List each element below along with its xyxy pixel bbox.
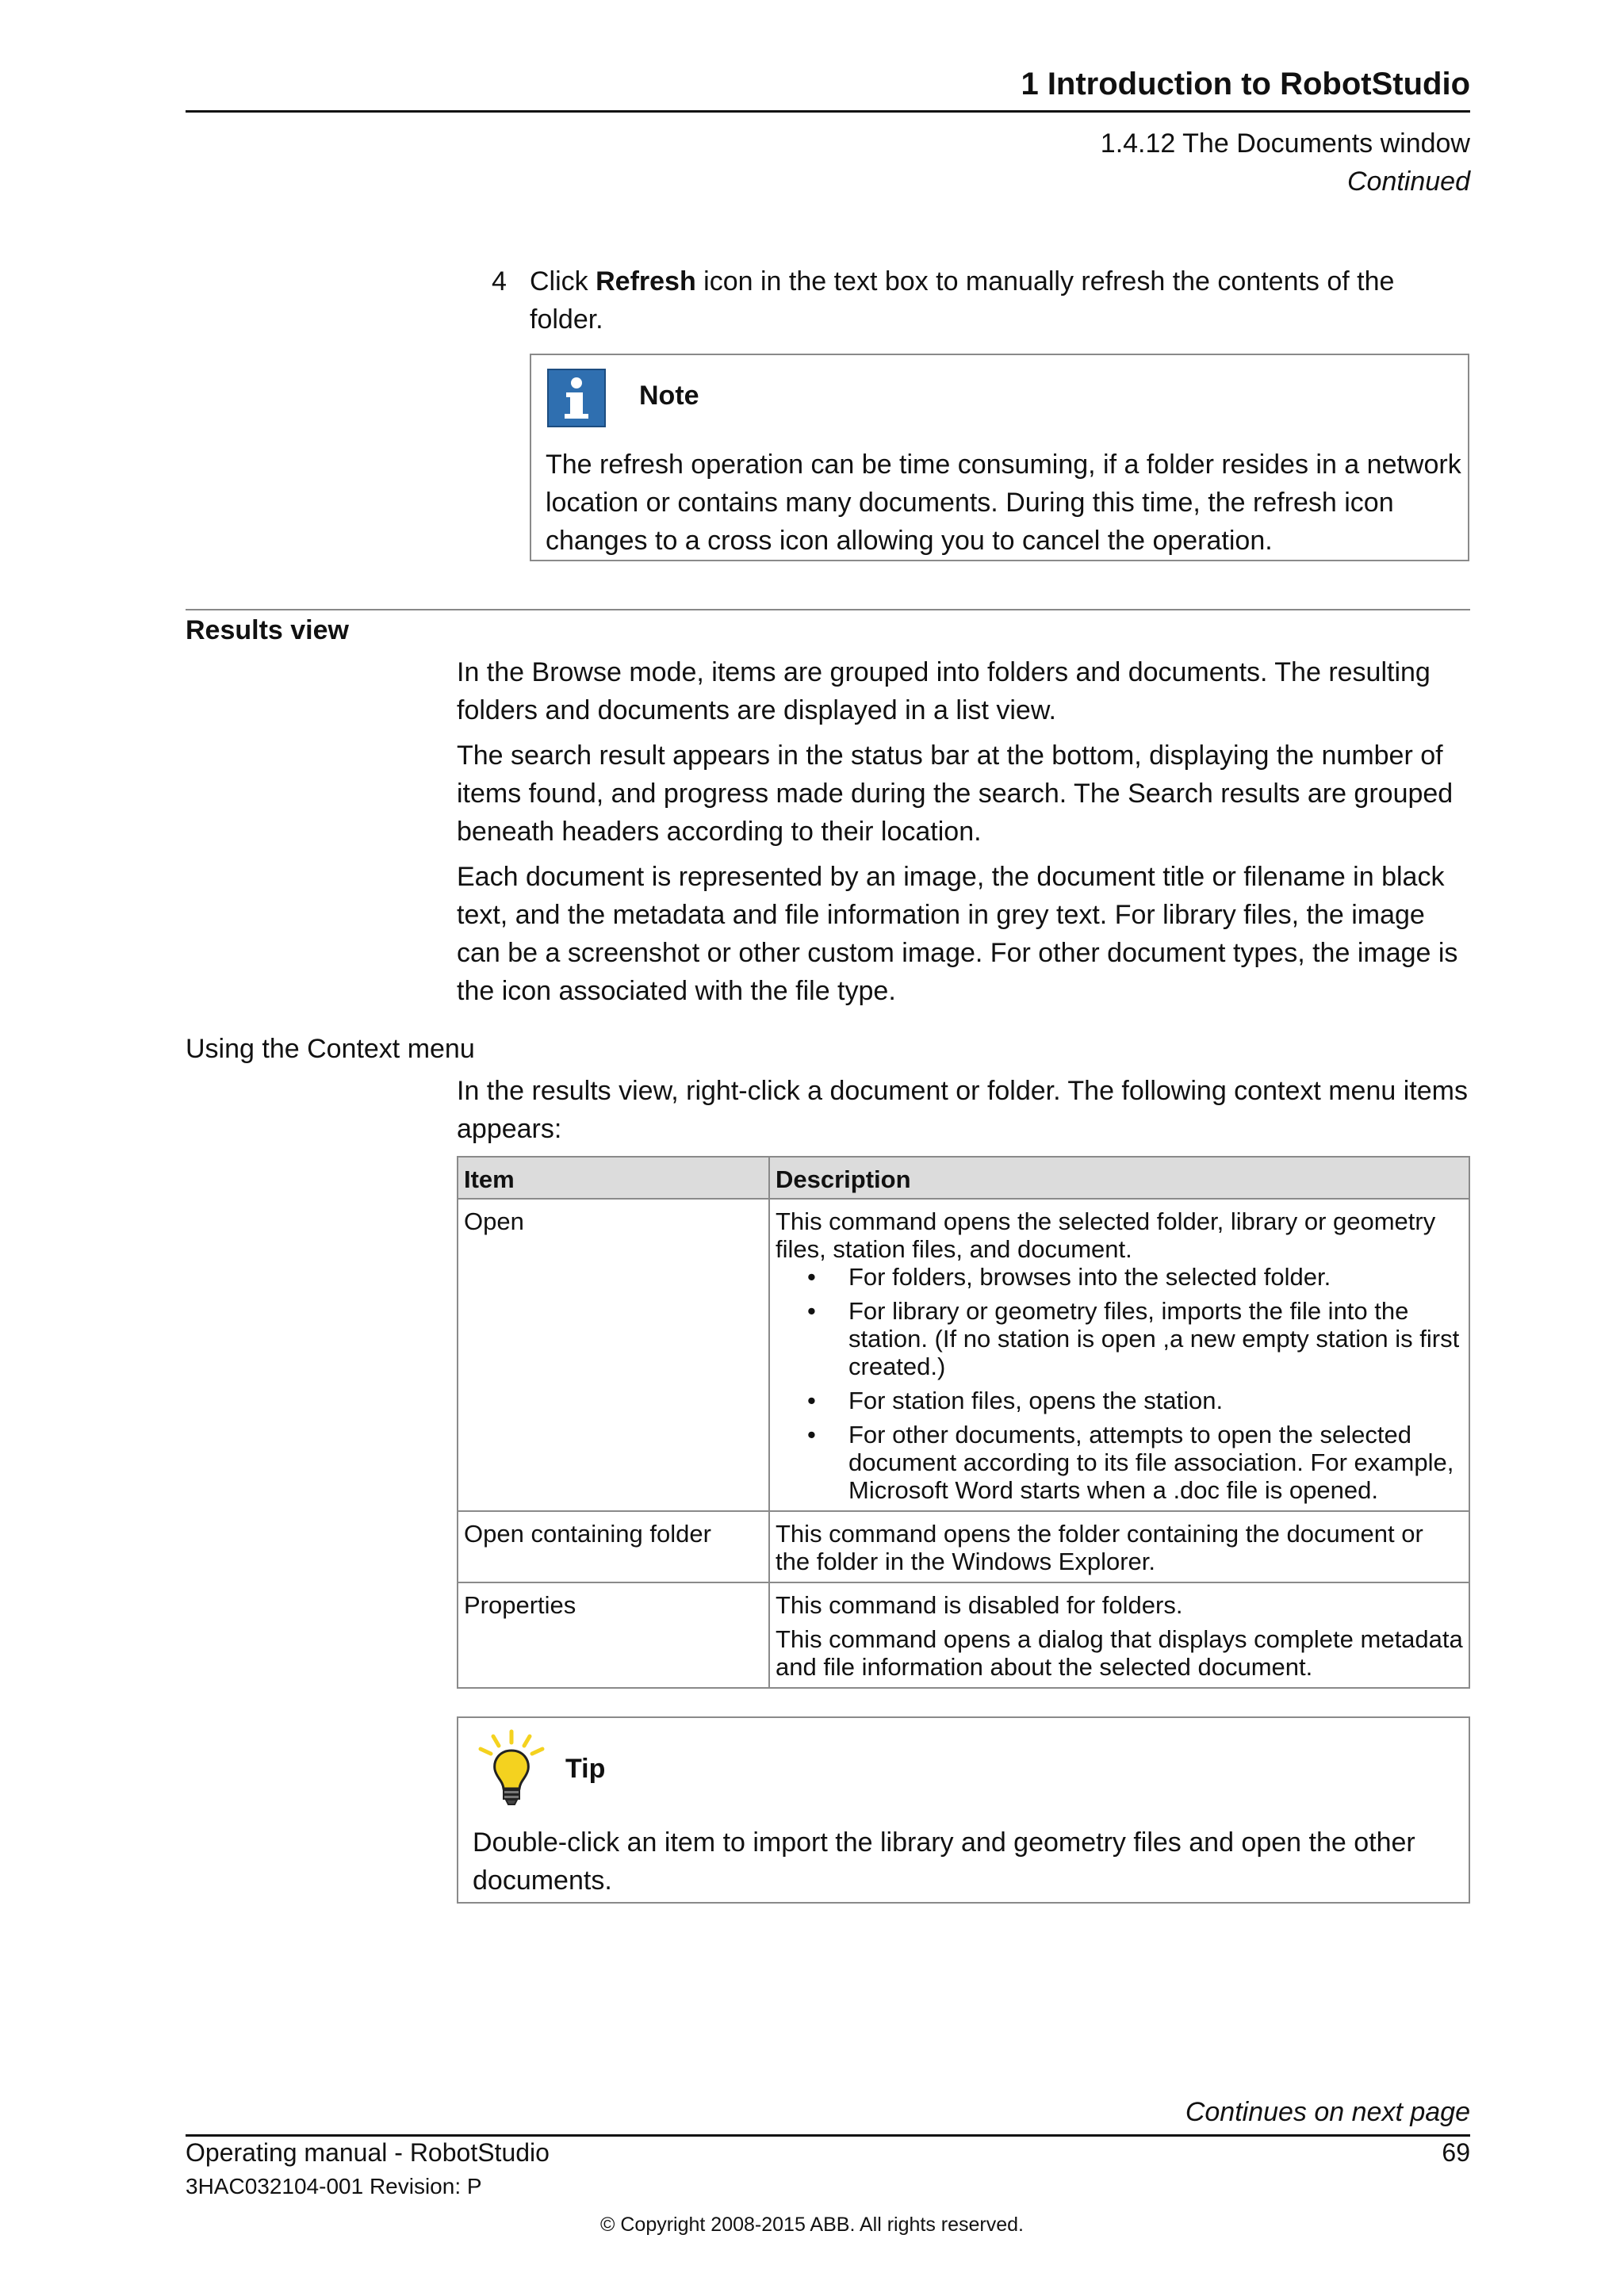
tip-title: Tip <box>565 1754 606 1784</box>
table-row <box>458 1199 1469 1511</box>
description-text: This command opens the selected folder, library or geometry files, station files, and document. <box>776 1207 1436 1263</box>
step-text <box>530 262 1473 339</box>
step-number: 4 <box>492 266 507 297</box>
row-description-properties <box>769 1582 1469 1688</box>
column-header-item: Item <box>458 1157 769 1199</box>
info-icon <box>547 369 606 427</box>
note-title: Note <box>639 381 699 411</box>
results-paragraph: Each document is represented by an image, the document title or filename in black text, and the metadata and file information in grey text. For library files, the image can be a screenshot or other custom image. For other document types, the image is the icon associated with the file type. <box>457 862 1458 1006</box>
open-bullet-list <box>776 1263 1463 1504</box>
row-item-properties: Properties <box>458 1582 769 1688</box>
row-description-open-containing-folder: This command opens the folder containing the document or the folder in the Windows Explorer. <box>769 1511 1469 1582</box>
manual-title: Operating manual - RobotStudio <box>186 2138 550 2167</box>
continued-label: Continued <box>1346 166 1470 197</box>
context-menu-intro: In the results view, right-click a document or folder. The following context menu items appears: <box>457 1076 1468 1144</box>
description-text: This command opens a dialog that displays complete metadata and file information about the selected document. <box>776 1625 1463 1681</box>
column-header-description: Description <box>769 1157 1469 1199</box>
description-text: This command is disabled for folders. <box>776 1591 1183 1619</box>
document-id: 3HAC032104-001 Revision: P <box>186 2174 482 2198</box>
page-number: 69 <box>1442 2138 1470 2167</box>
continues-on-next-page: Continues on next page <box>1185 2097 1470 2127</box>
row-item-open: Open <box>458 1199 769 1511</box>
context-menu-heading: Using the Context menu <box>186 1034 475 1064</box>
note-text: The refresh operation can be time consuming, if a folder resides in a network location or contains many documents. During this time, the refresh icon changes to a cross icon allowing you to cancel the operation. <box>546 450 1461 556</box>
lightbulb-icon <box>476 1728 547 1808</box>
list-item: • For folders, browses into the selected folder. <box>776 1263 1463 1291</box>
footer-rule <box>186 2134 1470 2137</box>
context-menu-table <box>457 1156 1470 1689</box>
refresh-keyword: Refresh <box>596 266 696 297</box>
results-paragraph: In the Browse mode, items are grouped into folders and documents. The resulting folders and documents are displayed in a list view. <box>457 657 1431 725</box>
table-row <box>458 1511 1469 1582</box>
tip-text: Double-click an item to import the library and geometry files and open the other documents. <box>473 1827 1415 1896</box>
section-divider <box>186 609 1470 610</box>
table-row <box>458 1582 1469 1688</box>
results-view-heading: Results view <box>186 615 349 645</box>
table-header-row <box>458 1157 1469 1199</box>
list-item: • For station files, opens the station. <box>776 1387 1463 1414</box>
section-title: 1.4.12 The Documents window <box>1100 128 1470 159</box>
list-item: • For library or geometry files, imports the file into the station. (If no station is open ,a new empty station is first created.) <box>776 1297 1463 1380</box>
step-text-after: icon in the text box to manually refresh the contents of the folder. <box>530 266 1395 335</box>
copyright-notice: © Copyright 2008-2015 ABB. All rights reserved. <box>600 2214 1024 2236</box>
results-paragraph: The search result appears in the status bar at the bottom, displaying the number of items found, and progress made during the search. The Search results are grouped beneath headers according to their location. <box>457 740 1454 847</box>
step-text-before: Click <box>530 266 596 297</box>
row-item-open-containing-folder: Open containing folder <box>458 1511 769 1582</box>
header-rule <box>186 110 1470 113</box>
list-item: • For other documents, attempts to open the selected document according to its file association. For example, Microsoft Word starts when a .doc file is opened. <box>776 1421 1463 1504</box>
row-description-open <box>769 1199 1469 1511</box>
chapter-title: 1 Introduction to RobotStudio <box>1021 67 1470 101</box>
